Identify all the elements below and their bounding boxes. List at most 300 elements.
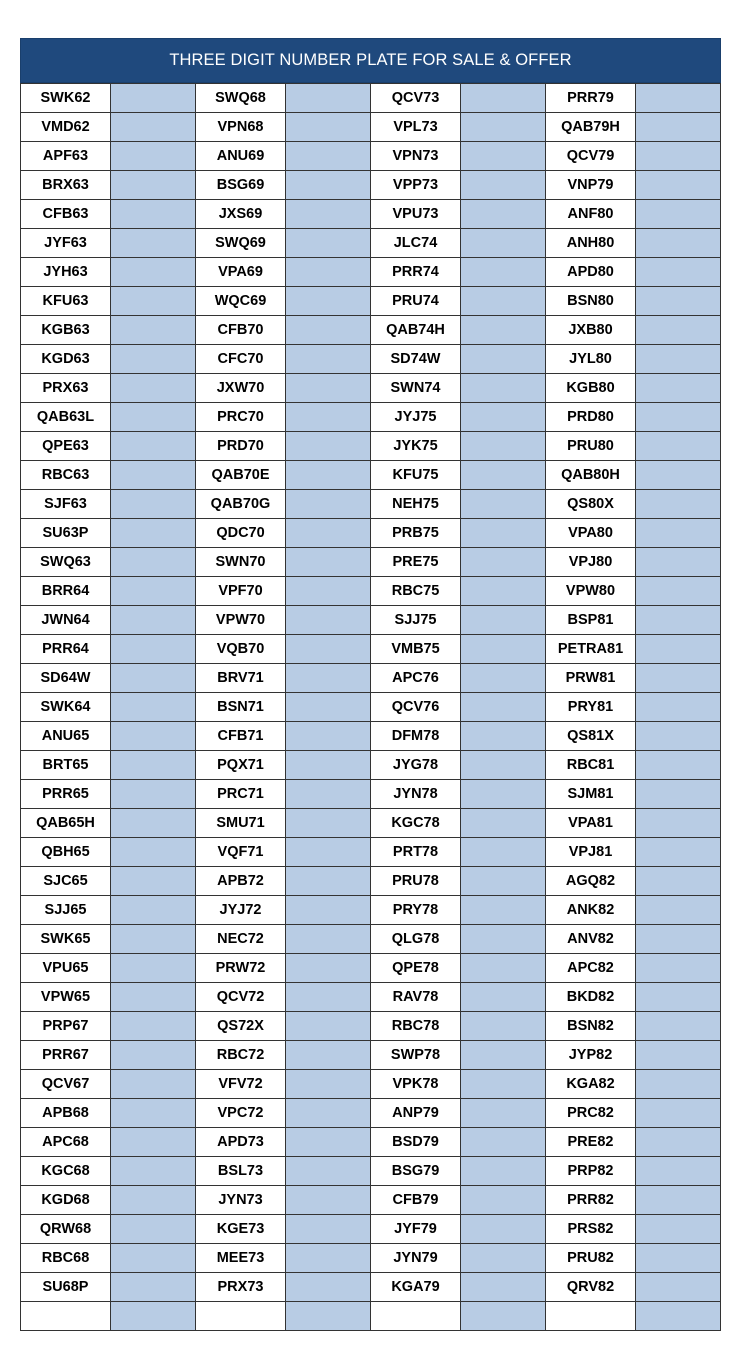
offer-cell[interactable] bbox=[461, 751, 546, 780]
offer-cell[interactable] bbox=[636, 1157, 721, 1186]
plate-number-cell: SJC65 bbox=[21, 867, 111, 896]
offer-cell[interactable] bbox=[286, 432, 371, 461]
plate-number-cell: WQC69 bbox=[196, 287, 286, 316]
plates-table bbox=[20, 83, 721, 1331]
offer-cell[interactable] bbox=[111, 142, 196, 171]
offer-cell[interactable] bbox=[286, 171, 371, 200]
table-row bbox=[21, 374, 721, 403]
offer-cell[interactable] bbox=[636, 1244, 721, 1273]
plate-number-cell: APD73 bbox=[196, 1128, 286, 1157]
plate-number-cell: JYJ72 bbox=[196, 896, 286, 925]
table-row bbox=[21, 1273, 721, 1302]
offer-cell[interactable] bbox=[111, 1099, 196, 1128]
offer-cell[interactable] bbox=[461, 1273, 546, 1302]
plate-number-cell: PRU78 bbox=[371, 867, 461, 896]
table-row bbox=[21, 229, 721, 258]
plate-number-cell: PRU80 bbox=[546, 432, 636, 461]
plate-number-cell: KGD68 bbox=[21, 1186, 111, 1215]
table-row bbox=[21, 606, 721, 635]
offer-cell[interactable] bbox=[286, 1244, 371, 1273]
plate-number-cell: JYJ75 bbox=[371, 403, 461, 432]
offer-cell[interactable] bbox=[286, 867, 371, 896]
offer-cell[interactable] bbox=[111, 113, 196, 142]
offer-cell[interactable] bbox=[461, 287, 546, 316]
offer-cell[interactable] bbox=[461, 1302, 546, 1331]
offer-cell[interactable] bbox=[461, 838, 546, 867]
offer-cell[interactable] bbox=[636, 142, 721, 171]
plate-number-cell: CFC70 bbox=[196, 345, 286, 374]
offer-cell[interactable] bbox=[461, 983, 546, 1012]
offer-cell[interactable] bbox=[636, 693, 721, 722]
plate-number-cell: JYN79 bbox=[371, 1244, 461, 1273]
offer-cell[interactable] bbox=[111, 751, 196, 780]
plate-number-cell: ANF80 bbox=[546, 200, 636, 229]
plate-number-cell: PRR74 bbox=[371, 258, 461, 287]
offer-cell[interactable] bbox=[286, 809, 371, 838]
plate-number-cell: QAB74H bbox=[371, 316, 461, 345]
table-row bbox=[21, 432, 721, 461]
offer-cell[interactable] bbox=[286, 693, 371, 722]
offer-cell[interactable] bbox=[636, 461, 721, 490]
offer-cell[interactable] bbox=[111, 432, 196, 461]
table-row bbox=[21, 1012, 721, 1041]
offer-cell[interactable] bbox=[286, 490, 371, 519]
plate-number-cell: SMU71 bbox=[196, 809, 286, 838]
plate-number-cell: BSN71 bbox=[196, 693, 286, 722]
table-row bbox=[21, 1070, 721, 1099]
offer-cell[interactable] bbox=[286, 925, 371, 954]
offer-cell[interactable] bbox=[461, 519, 546, 548]
offer-cell[interactable] bbox=[286, 1128, 371, 1157]
offer-cell[interactable] bbox=[461, 1041, 546, 1070]
offer-cell[interactable] bbox=[461, 316, 546, 345]
plate-number-cell: QS81X bbox=[546, 722, 636, 751]
plate-number-cell: VPJ81 bbox=[546, 838, 636, 867]
plate-number-cell: PRR67 bbox=[21, 1041, 111, 1070]
offer-cell[interactable] bbox=[111, 1157, 196, 1186]
plate-number-cell: ANH80 bbox=[546, 229, 636, 258]
offer-cell[interactable] bbox=[286, 1302, 371, 1331]
plate-number-cell: QCV79 bbox=[546, 142, 636, 171]
offer-cell[interactable] bbox=[636, 432, 721, 461]
offer-cell[interactable] bbox=[111, 635, 196, 664]
offer-cell[interactable] bbox=[636, 751, 721, 780]
table-row bbox=[21, 780, 721, 809]
table-row bbox=[21, 461, 721, 490]
plate-number-cell: JYK75 bbox=[371, 432, 461, 461]
plate-number-cell: KGB80 bbox=[546, 374, 636, 403]
plate-number-cell: BSP81 bbox=[546, 606, 636, 635]
plate-number-cell bbox=[21, 1302, 111, 1331]
plate-number-cell: QCV76 bbox=[371, 693, 461, 722]
offer-cell[interactable] bbox=[636, 229, 721, 258]
offer-cell[interactable] bbox=[461, 403, 546, 432]
offer-cell[interactable] bbox=[111, 403, 196, 432]
offer-cell[interactable] bbox=[286, 142, 371, 171]
plate-number-cell: PRU82 bbox=[546, 1244, 636, 1273]
offer-cell[interactable] bbox=[111, 1128, 196, 1157]
offer-cell[interactable] bbox=[461, 664, 546, 693]
offer-cell[interactable] bbox=[461, 171, 546, 200]
offer-cell[interactable] bbox=[286, 229, 371, 258]
offer-cell[interactable] bbox=[461, 954, 546, 983]
plate-number-cell: APC82 bbox=[546, 954, 636, 983]
offer-cell[interactable] bbox=[111, 345, 196, 374]
offer-cell[interactable] bbox=[461, 925, 546, 954]
plate-number-cell: BSD79 bbox=[371, 1128, 461, 1157]
plate-number-cell bbox=[371, 1302, 461, 1331]
plate-number-cell: PRR79 bbox=[546, 84, 636, 113]
plate-number-cell: BRX63 bbox=[21, 171, 111, 200]
plate-number-cell: VPL73 bbox=[371, 113, 461, 142]
plate-number-cell: DFM78 bbox=[371, 722, 461, 751]
plate-number-cell: QAB70G bbox=[196, 490, 286, 519]
offer-cell[interactable] bbox=[461, 722, 546, 751]
table-row bbox=[21, 722, 721, 751]
plate-number-cell: VPW80 bbox=[546, 577, 636, 606]
offer-cell[interactable] bbox=[111, 1244, 196, 1273]
plate-number-cell: MEE73 bbox=[196, 1244, 286, 1273]
offer-cell[interactable] bbox=[111, 983, 196, 1012]
plate-number-cell: QLG78 bbox=[371, 925, 461, 954]
offer-cell[interactable] bbox=[636, 1302, 721, 1331]
offer-cell[interactable] bbox=[461, 867, 546, 896]
offer-cell[interactable] bbox=[111, 954, 196, 983]
plate-number-cell: ANK82 bbox=[546, 896, 636, 925]
offer-cell[interactable] bbox=[636, 780, 721, 809]
plate-number-cell: VPP73 bbox=[371, 171, 461, 200]
table-row bbox=[21, 925, 721, 954]
offer-cell[interactable] bbox=[286, 345, 371, 374]
offer-cell[interactable] bbox=[111, 519, 196, 548]
offer-cell[interactable] bbox=[636, 1215, 721, 1244]
table-row bbox=[21, 1186, 721, 1215]
plate-number-cell: BSL73 bbox=[196, 1157, 286, 1186]
plate-number-cell: JYH63 bbox=[21, 258, 111, 287]
table-row bbox=[21, 1215, 721, 1244]
plate-number-cell: VPA69 bbox=[196, 258, 286, 287]
offer-cell[interactable] bbox=[461, 461, 546, 490]
offer-cell[interactable] bbox=[111, 171, 196, 200]
offer-cell[interactable] bbox=[461, 1157, 546, 1186]
offer-cell[interactable] bbox=[636, 1186, 721, 1215]
offer-cell[interactable] bbox=[636, 200, 721, 229]
sheet-title: THREE DIGIT NUMBER PLATE FOR SALE & OFFER bbox=[20, 38, 721, 83]
offer-cell[interactable] bbox=[286, 780, 371, 809]
table-row bbox=[21, 1128, 721, 1157]
offer-cell[interactable] bbox=[286, 316, 371, 345]
offer-cell[interactable] bbox=[461, 1128, 546, 1157]
offer-cell[interactable] bbox=[111, 1273, 196, 1302]
table-row bbox=[21, 258, 721, 287]
offer-cell[interactable] bbox=[286, 635, 371, 664]
offer-cell[interactable] bbox=[111, 780, 196, 809]
plate-number-cell: PRC71 bbox=[196, 780, 286, 809]
offer-cell[interactable] bbox=[111, 1041, 196, 1070]
plate-number-cell: BSG69 bbox=[196, 171, 286, 200]
plate-number-cell: PQX71 bbox=[196, 751, 286, 780]
offer-cell[interactable] bbox=[286, 1099, 371, 1128]
offer-cell[interactable] bbox=[461, 229, 546, 258]
plate-number-cell: BSN82 bbox=[546, 1012, 636, 1041]
offer-cell[interactable] bbox=[111, 838, 196, 867]
offer-cell[interactable] bbox=[636, 954, 721, 983]
plate-number-cell: VMB75 bbox=[371, 635, 461, 664]
offer-cell[interactable] bbox=[286, 983, 371, 1012]
table-row bbox=[21, 751, 721, 780]
plate-number-cell bbox=[196, 1302, 286, 1331]
offer-cell[interactable] bbox=[286, 751, 371, 780]
offer-cell[interactable] bbox=[461, 606, 546, 635]
plate-number-cell: KFU75 bbox=[371, 461, 461, 490]
plate-number-cell: QAB70E bbox=[196, 461, 286, 490]
offer-cell[interactable] bbox=[286, 1273, 371, 1302]
offer-cell[interactable] bbox=[286, 461, 371, 490]
offer-cell[interactable] bbox=[111, 1012, 196, 1041]
table-row bbox=[21, 896, 721, 925]
plate-number-cell: APB72 bbox=[196, 867, 286, 896]
offer-cell[interactable] bbox=[461, 84, 546, 113]
plate-number-cell: QS72X bbox=[196, 1012, 286, 1041]
offer-cell[interactable] bbox=[636, 171, 721, 200]
offer-cell[interactable] bbox=[461, 1244, 546, 1273]
offer-cell[interactable] bbox=[461, 432, 546, 461]
offer-cell[interactable] bbox=[286, 1157, 371, 1186]
offer-cell[interactable] bbox=[636, 577, 721, 606]
plate-number-cell: PRC70 bbox=[196, 403, 286, 432]
offer-cell[interactable] bbox=[111, 1186, 196, 1215]
offer-cell[interactable] bbox=[286, 403, 371, 432]
offer-cell[interactable] bbox=[111, 229, 196, 258]
plate-number-cell: VPW70 bbox=[196, 606, 286, 635]
offer-cell[interactable] bbox=[636, 1012, 721, 1041]
offer-cell[interactable] bbox=[286, 84, 371, 113]
offer-cell[interactable] bbox=[286, 664, 371, 693]
plate-number-cell: CFB79 bbox=[371, 1186, 461, 1215]
plate-number-cell: PRR65 bbox=[21, 780, 111, 809]
plate-number-cell: QPE78 bbox=[371, 954, 461, 983]
offer-cell[interactable] bbox=[461, 258, 546, 287]
offer-cell[interactable] bbox=[461, 1012, 546, 1041]
offer-cell[interactable] bbox=[111, 287, 196, 316]
offer-cell[interactable] bbox=[286, 374, 371, 403]
offer-cell[interactable] bbox=[636, 1041, 721, 1070]
plate-number-cell: KGA79 bbox=[371, 1273, 461, 1302]
table-row bbox=[21, 954, 721, 983]
plate-number-cell: BSG79 bbox=[371, 1157, 461, 1186]
plate-number-cell: PRC82 bbox=[546, 1099, 636, 1128]
plate-number-cell: SWK65 bbox=[21, 925, 111, 954]
plate-number-cell: QAB63L bbox=[21, 403, 111, 432]
offer-cell[interactable] bbox=[636, 838, 721, 867]
plate-number-cell: BRV71 bbox=[196, 664, 286, 693]
offer-cell[interactable] bbox=[461, 577, 546, 606]
plate-number-cell: JWN64 bbox=[21, 606, 111, 635]
table-row bbox=[21, 171, 721, 200]
offer-cell[interactable] bbox=[636, 490, 721, 519]
plate-number-cell: VPF70 bbox=[196, 577, 286, 606]
offer-cell[interactable] bbox=[636, 316, 721, 345]
plate-number-cell: QS80X bbox=[546, 490, 636, 519]
table-row bbox=[21, 1041, 721, 1070]
table-row bbox=[21, 809, 721, 838]
offer-cell[interactable] bbox=[636, 809, 721, 838]
offer-cell[interactable] bbox=[111, 809, 196, 838]
offer-cell[interactable] bbox=[286, 548, 371, 577]
offer-cell[interactable] bbox=[461, 374, 546, 403]
offer-cell[interactable] bbox=[286, 838, 371, 867]
offer-cell[interactable] bbox=[461, 113, 546, 142]
plate-number-cell: PRE82 bbox=[546, 1128, 636, 1157]
plate-number-cell: VQF71 bbox=[196, 838, 286, 867]
plate-number-cell: JYF63 bbox=[21, 229, 111, 258]
offer-cell[interactable] bbox=[636, 867, 721, 896]
offer-cell[interactable] bbox=[111, 693, 196, 722]
offer-cell[interactable] bbox=[636, 113, 721, 142]
plate-number-cell: SJJ65 bbox=[21, 896, 111, 925]
offer-cell[interactable] bbox=[461, 200, 546, 229]
offer-cell[interactable] bbox=[111, 867, 196, 896]
plate-number-cell: SWK62 bbox=[21, 84, 111, 113]
offer-cell[interactable] bbox=[461, 693, 546, 722]
plate-number-cell: VPA80 bbox=[546, 519, 636, 548]
offer-cell[interactable] bbox=[636, 664, 721, 693]
offer-cell[interactable] bbox=[286, 200, 371, 229]
offer-cell[interactable] bbox=[111, 374, 196, 403]
offer-cell[interactable] bbox=[636, 1128, 721, 1157]
offer-cell[interactable] bbox=[286, 1041, 371, 1070]
plate-number-cell: RBC68 bbox=[21, 1244, 111, 1273]
plate-number-cell: PRE75 bbox=[371, 548, 461, 577]
offer-cell[interactable] bbox=[636, 258, 721, 287]
offer-cell[interactable] bbox=[636, 1070, 721, 1099]
offer-cell[interactable] bbox=[111, 1070, 196, 1099]
offer-cell[interactable] bbox=[636, 519, 721, 548]
offer-cell[interactable] bbox=[636, 1099, 721, 1128]
offer-cell[interactable] bbox=[286, 519, 371, 548]
offer-cell[interactable] bbox=[636, 896, 721, 925]
offer-cell[interactable] bbox=[461, 896, 546, 925]
plate-number-cell: RBC81 bbox=[546, 751, 636, 780]
plate-number-cell: QCV67 bbox=[21, 1070, 111, 1099]
offer-cell[interactable] bbox=[286, 1012, 371, 1041]
offer-cell[interactable] bbox=[111, 316, 196, 345]
offer-cell[interactable] bbox=[461, 490, 546, 519]
offer-cell[interactable] bbox=[111, 1215, 196, 1244]
offer-cell[interactable] bbox=[111, 258, 196, 287]
offer-cell[interactable] bbox=[111, 490, 196, 519]
plate-number-cell: PRX73 bbox=[196, 1273, 286, 1302]
plate-number-cell: NEC72 bbox=[196, 925, 286, 954]
offer-cell[interactable] bbox=[461, 1070, 546, 1099]
offer-cell[interactable] bbox=[461, 1099, 546, 1128]
offer-cell[interactable] bbox=[286, 287, 371, 316]
plate-number-cell: PRY81 bbox=[546, 693, 636, 722]
offer-cell[interactable] bbox=[461, 142, 546, 171]
offer-cell[interactable] bbox=[461, 809, 546, 838]
offer-cell[interactable] bbox=[461, 345, 546, 374]
offer-cell[interactable] bbox=[111, 1302, 196, 1331]
offer-cell[interactable] bbox=[636, 374, 721, 403]
plate-number-cell: ANV82 bbox=[546, 925, 636, 954]
offer-cell[interactable] bbox=[286, 606, 371, 635]
plate-number-cell: SWP78 bbox=[371, 1041, 461, 1070]
offer-cell[interactable] bbox=[286, 1070, 371, 1099]
plate-number-cell: VMD62 bbox=[21, 113, 111, 142]
offer-cell[interactable] bbox=[461, 635, 546, 664]
offer-cell[interactable] bbox=[286, 258, 371, 287]
plate-number-cell: QRW68 bbox=[21, 1215, 111, 1244]
offer-cell[interactable] bbox=[111, 577, 196, 606]
offer-cell[interactable] bbox=[636, 84, 721, 113]
offer-cell[interactable] bbox=[111, 925, 196, 954]
offer-cell[interactable] bbox=[111, 461, 196, 490]
offer-cell[interactable] bbox=[111, 896, 196, 925]
table-row bbox=[21, 577, 721, 606]
offer-cell[interactable] bbox=[636, 345, 721, 374]
offer-cell[interactable] bbox=[111, 548, 196, 577]
offer-cell[interactable] bbox=[461, 780, 546, 809]
offer-cell[interactable] bbox=[111, 664, 196, 693]
offer-cell[interactable] bbox=[286, 1186, 371, 1215]
offer-cell[interactable] bbox=[286, 896, 371, 925]
plate-number-cell: PRP82 bbox=[546, 1157, 636, 1186]
plate-number-cell: JXS69 bbox=[196, 200, 286, 229]
offer-cell[interactable] bbox=[461, 1186, 546, 1215]
plate-number-cell: SWN70 bbox=[196, 548, 286, 577]
offer-cell[interactable] bbox=[111, 722, 196, 751]
offer-cell[interactable] bbox=[286, 1215, 371, 1244]
plate-number-cell: PRD70 bbox=[196, 432, 286, 461]
table-row bbox=[21, 403, 721, 432]
offer-cell[interactable] bbox=[636, 635, 721, 664]
offer-cell[interactable] bbox=[461, 548, 546, 577]
plate-number-cell: VPU73 bbox=[371, 200, 461, 229]
offer-cell[interactable] bbox=[636, 925, 721, 954]
plate-number-cell: VPC72 bbox=[196, 1099, 286, 1128]
plate-number-cell: PRB75 bbox=[371, 519, 461, 548]
offer-cell[interactable] bbox=[636, 722, 721, 751]
offer-cell[interactable] bbox=[111, 606, 196, 635]
plate-number-cell: VFV72 bbox=[196, 1070, 286, 1099]
plate-number-cell: SWQ69 bbox=[196, 229, 286, 258]
plate-number-cell: JYN78 bbox=[371, 780, 461, 809]
table-row bbox=[21, 548, 721, 577]
offer-cell[interactable] bbox=[636, 1273, 721, 1302]
plate-number-cell: JLC74 bbox=[371, 229, 461, 258]
offer-cell[interactable] bbox=[286, 954, 371, 983]
plate-number-cell: RBC72 bbox=[196, 1041, 286, 1070]
offer-cell[interactable] bbox=[636, 983, 721, 1012]
offer-cell[interactable] bbox=[636, 606, 721, 635]
plate-number-cell: JYF79 bbox=[371, 1215, 461, 1244]
plate-number-cell: QRV82 bbox=[546, 1273, 636, 1302]
plate-number-cell: PRP67 bbox=[21, 1012, 111, 1041]
offer-cell[interactable] bbox=[286, 722, 371, 751]
offer-cell[interactable] bbox=[286, 113, 371, 142]
offer-cell[interactable] bbox=[111, 84, 196, 113]
offer-cell[interactable] bbox=[286, 577, 371, 606]
table-row bbox=[21, 287, 721, 316]
plate-number-cell: SWQ68 bbox=[196, 84, 286, 113]
offer-cell[interactable] bbox=[636, 403, 721, 432]
plate-number-cell: SWN74 bbox=[371, 374, 461, 403]
offer-cell[interactable] bbox=[636, 548, 721, 577]
offer-cell[interactable] bbox=[461, 1215, 546, 1244]
table-row bbox=[21, 1099, 721, 1128]
offer-cell[interactable] bbox=[636, 287, 721, 316]
offer-cell[interactable] bbox=[111, 200, 196, 229]
